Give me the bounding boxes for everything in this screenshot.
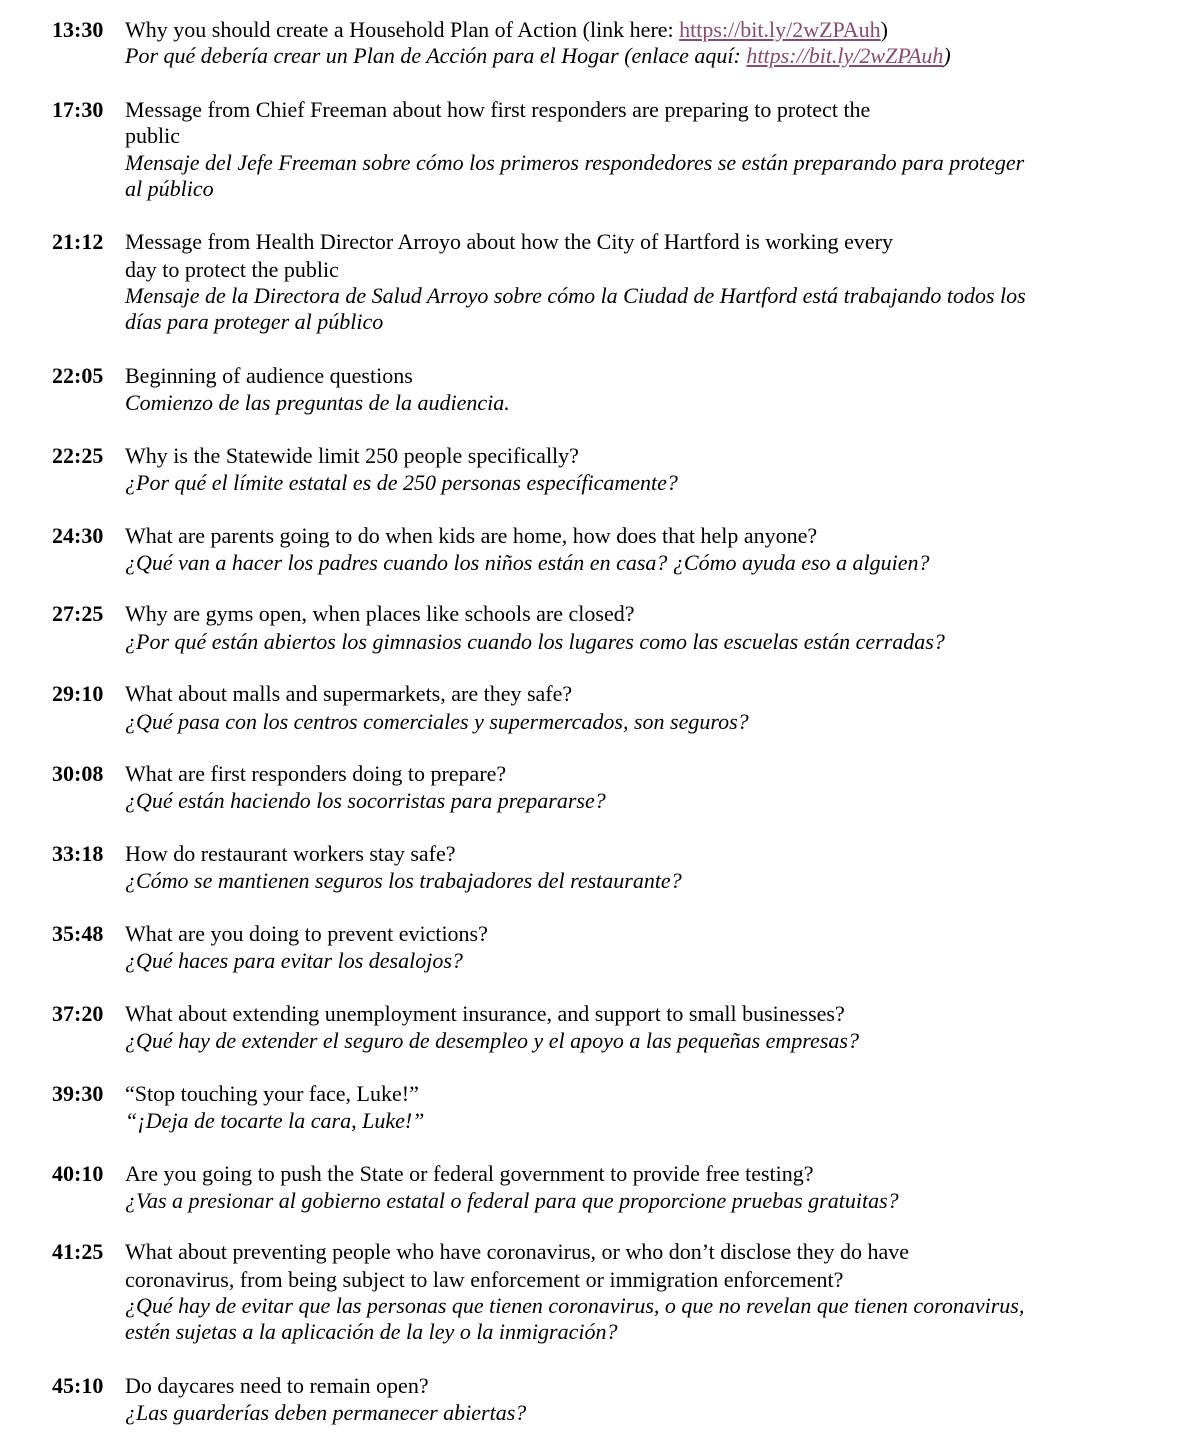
english-text-line: Message from Health Director Arroyo about how the City of Hartford is working every bbox=[125, 229, 893, 254]
spanish-text-line: “¡Deja de tocarte la cara, Luke!” bbox=[125, 1108, 425, 1133]
english-text-line: Why is the Statewide limit 250 people specifically? bbox=[125, 443, 579, 468]
english-text-line: day to protect the public bbox=[125, 257, 339, 282]
spanish-text-line: ¿Qué hay de extender el seguro de desempleo y el apoyo a las pequeñas empresas? bbox=[125, 1028, 859, 1053]
spanish-text-line: estén sujetas a la aplicación de la ley o la inmigración? bbox=[125, 1319, 618, 1344]
household-plan-link-es[interactable]: https://bit.ly/2wZPAuh bbox=[746, 43, 944, 68]
timestamp: 30:08 bbox=[52, 761, 104, 786]
spanish-text-line: ¿Cómo se mantienen seguros los trabajadores del restaurante? bbox=[125, 868, 682, 893]
spanish-text-line: Comienzo de las preguntas de la audiencia. bbox=[125, 390, 510, 415]
timestamp: 13:30 bbox=[52, 17, 104, 42]
timestamp: 39:30 bbox=[52, 1081, 104, 1106]
timestamp: 37:20 bbox=[52, 1001, 104, 1026]
timestamp: 17:30 bbox=[52, 97, 104, 122]
timestamp: 41:25 bbox=[52, 1239, 104, 1264]
english-text-line: What are parents going to do when kids are home, how does that help anyone? bbox=[125, 523, 818, 548]
spanish-text-line: Mensaje del Jefe Freeman sobre cómo los primeros respondedores se están preparando para proteger bbox=[125, 150, 1025, 175]
timestamp: 33:18 bbox=[52, 841, 104, 866]
timestamp: 45:10 bbox=[52, 1373, 104, 1398]
timestamp: 35:48 bbox=[52, 921, 104, 946]
spanish-text-line: ¿Qué hay de evitar que las personas que tienen coronavirus, o que no revelan que tienen coronavirus, bbox=[125, 1293, 1025, 1318]
spanish-text-line: al público bbox=[125, 176, 214, 201]
english-text-line: Are you going to push the State or federal government to provide free testing? bbox=[125, 1161, 814, 1186]
spanish-text-line: ¿Qué están haciendo los socorristas para prepararse? bbox=[125, 788, 606, 813]
spanish-text-line: ¿Las guarderías deben permanecer abiertas? bbox=[125, 1400, 527, 1425]
spanish-text-line: ¿Qué haces para evitar los desalojos? bbox=[125, 948, 463, 973]
timestamp: 29:10 bbox=[52, 681, 104, 706]
spanish-text bbox=[125, 43, 951, 69]
english-text-line: What about malls and supermarkets, are they safe? bbox=[125, 681, 573, 706]
english-text-line: coronavirus, from being subject to law enforcement or immigration enforcement? bbox=[125, 1267, 844, 1292]
spanish-text-suffix: ) bbox=[943, 43, 951, 68]
spanish-text-line: Mensaje de la Directora de Salud Arroyo sobre cómo la Ciudad de Hartford está trabajando todos los bbox=[125, 283, 1026, 308]
english-text-line: What about preventing people who have coronavirus, or who don’t disclose they do have bbox=[125, 1239, 910, 1264]
spanish-text-line: Por qué debería crear un Plan de Acción para el Hogar (enlace aquí: bbox=[125, 43, 747, 68]
spanish-text-line: ¿Por qué están abiertos los gimnasios cuando los lugares como las escuelas están cerradas? bbox=[125, 629, 945, 654]
english-text-line: Why are gyms open, when places like schools are closed? bbox=[125, 601, 635, 626]
english-text-suffix: ) bbox=[880, 17, 888, 42]
english-text-line: Beginning of audience questions bbox=[125, 363, 413, 388]
timestamp: 24:30 bbox=[52, 523, 104, 548]
timestamp: 40:10 bbox=[52, 1161, 104, 1186]
spanish-text-line: ¿Qué pasa con los centros comerciales y supermercados, son seguros? bbox=[125, 709, 749, 734]
english-text-line: What are first responders doing to prepare? bbox=[125, 761, 507, 786]
timestamp: 22:25 bbox=[52, 443, 104, 468]
english-text-line: “Stop touching your face, Luke!” bbox=[125, 1081, 419, 1106]
english-text-line: What are you doing to prevent evictions? bbox=[125, 921, 488, 946]
household-plan-link[interactable]: https://bit.ly/2wZPAuh bbox=[679, 17, 881, 42]
english-text-line: Do daycares need to remain open? bbox=[125, 1373, 429, 1398]
english-text-line: What about extending unemployment insurance, and support to small businesses? bbox=[125, 1001, 845, 1026]
english-text bbox=[125, 17, 888, 43]
spanish-text-line: ¿Vas a presionar al gobierno estatal o federal para que proporcione pruebas gratuitas? bbox=[125, 1188, 899, 1213]
timestamp: 27:25 bbox=[52, 601, 104, 626]
spanish-text-line: días para proteger al público bbox=[125, 309, 384, 334]
timestamp: 22:05 bbox=[52, 363, 104, 388]
spanish-text-line: ¿Qué van a hacer los padres cuando los niños están en casa? ¿Cómo ayuda eso a alguien? bbox=[125, 550, 930, 575]
english-text-line: How do restaurant workers stay safe? bbox=[125, 841, 456, 866]
spanish-text-line: ¿Por qué el límite estatal es de 250 personas específicamente? bbox=[125, 470, 678, 495]
english-text-line: Message from Chief Freeman about how first responders are preparing to protect the bbox=[125, 97, 871, 122]
timestamp: 21:12 bbox=[52, 229, 104, 254]
english-text-line: Why you should create a Household Plan of Action (link here: bbox=[125, 17, 680, 42]
english-text-line: public bbox=[125, 123, 180, 148]
